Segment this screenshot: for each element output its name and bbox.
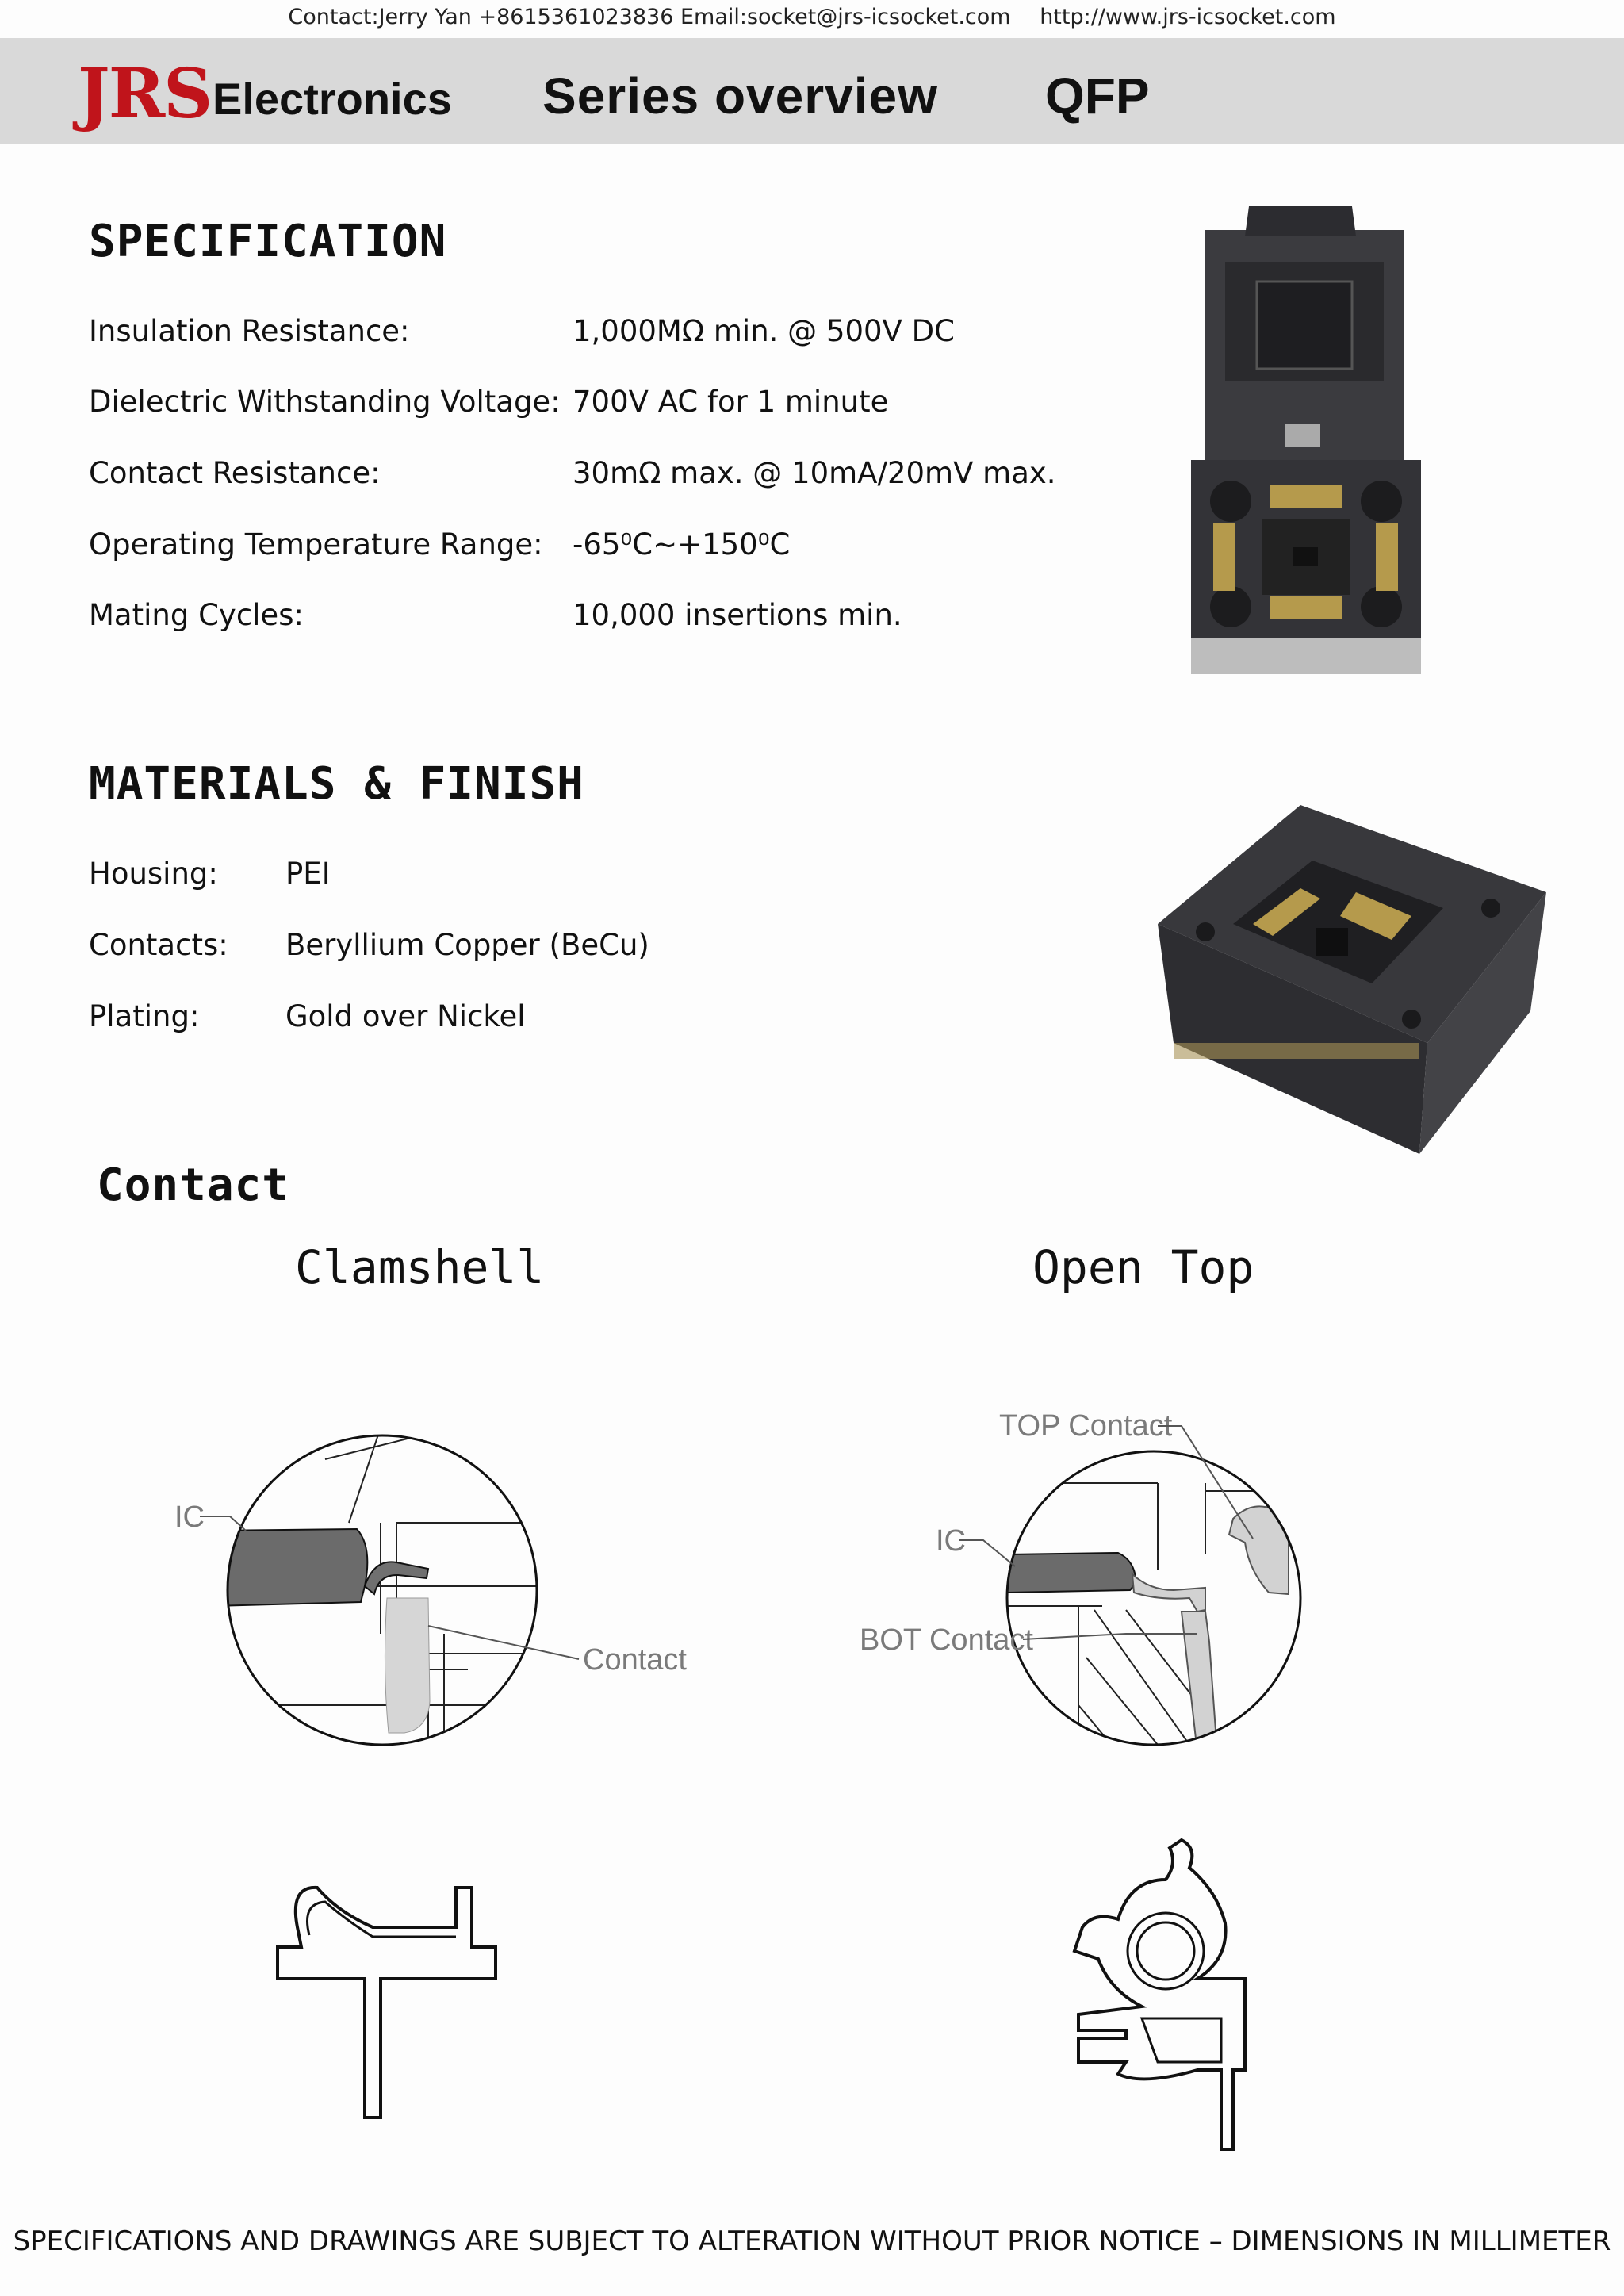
contact-info-line bbox=[0, 5, 1624, 29]
materials-heading: MATERIALS & FINISH bbox=[89, 758, 584, 810]
material-value: PEI bbox=[285, 857, 331, 891]
spec-label: Mating Cycles: bbox=[89, 598, 304, 632]
bot-contact-label: BOT Contact bbox=[860, 1623, 1033, 1657]
spec-label: Dielectric Withstanding Voltage: bbox=[89, 385, 561, 419]
open-top-contact-outline bbox=[1063, 1832, 1269, 2157]
spec-value: -65⁰C~+150⁰C bbox=[573, 527, 791, 562]
header-bar bbox=[0, 38, 1624, 144]
clamshell-contact-outline bbox=[270, 1880, 508, 2125]
material-label: Contacts: bbox=[89, 928, 228, 962]
open-top-socket-photo bbox=[1158, 805, 1546, 1178]
spec-value: 10,000 insertions min. bbox=[573, 598, 902, 632]
ic-label: IC bbox=[174, 1501, 205, 1534]
contact-label: Contact bbox=[583, 1643, 687, 1677]
jrs-logo: JRS bbox=[78, 54, 212, 134]
material-label: Housing: bbox=[89, 857, 218, 891]
spec-label: Contact Resistance: bbox=[89, 456, 381, 490]
material-value: Gold over Nickel bbox=[285, 999, 526, 1033]
page-title: Series overview bbox=[542, 67, 938, 125]
spec-label: Insulation Resistance: bbox=[89, 314, 410, 348]
clamshell-socket-photo bbox=[1174, 206, 1427, 682]
open-top-title: Open Top bbox=[1032, 1240, 1254, 1294]
contact-heading: Contact bbox=[97, 1159, 290, 1211]
spec-value: 700V AC for 1 minute bbox=[573, 385, 889, 419]
package-type: QFP bbox=[1045, 67, 1150, 125]
material-label: Plating: bbox=[89, 999, 200, 1033]
website-link[interactable]: http://www.jrs-icsocket.com bbox=[1040, 5, 1336, 29]
contact-text: Contact:Jerry Yan +8615361023836 Email:socket@jrs-icsocket.com bbox=[288, 5, 1011, 29]
spec-label: Operating Temperature Range: bbox=[89, 527, 543, 562]
clamshell-title: Clamshell bbox=[295, 1240, 545, 1294]
top-contact-label: TOP Contact bbox=[999, 1409, 1173, 1443]
specification-heading: SPECIFICATION bbox=[89, 216, 447, 267]
brand-name: Electronics bbox=[213, 74, 452, 124]
open-top-contact-diagram bbox=[856, 1404, 1332, 1753]
material-value: Beryllium Copper (BeCu) bbox=[285, 928, 649, 962]
spec-value: 1,000MΩ min. @ 500V DC bbox=[573, 314, 955, 348]
ic-label: IC bbox=[936, 1524, 966, 1558]
footer-notice: SPECIFICATIONS AND DRAWINGS ARE SUBJECT TO ALTERATION WITHOUT PRIOR NOTICE – DIMENSIONS IN MILLIMETER bbox=[13, 2225, 1611, 2257]
clamshell-contact-diagram bbox=[167, 1428, 706, 1761]
spec-value: 30mΩ max. @ 10mA/20mV max. bbox=[573, 456, 1056, 490]
